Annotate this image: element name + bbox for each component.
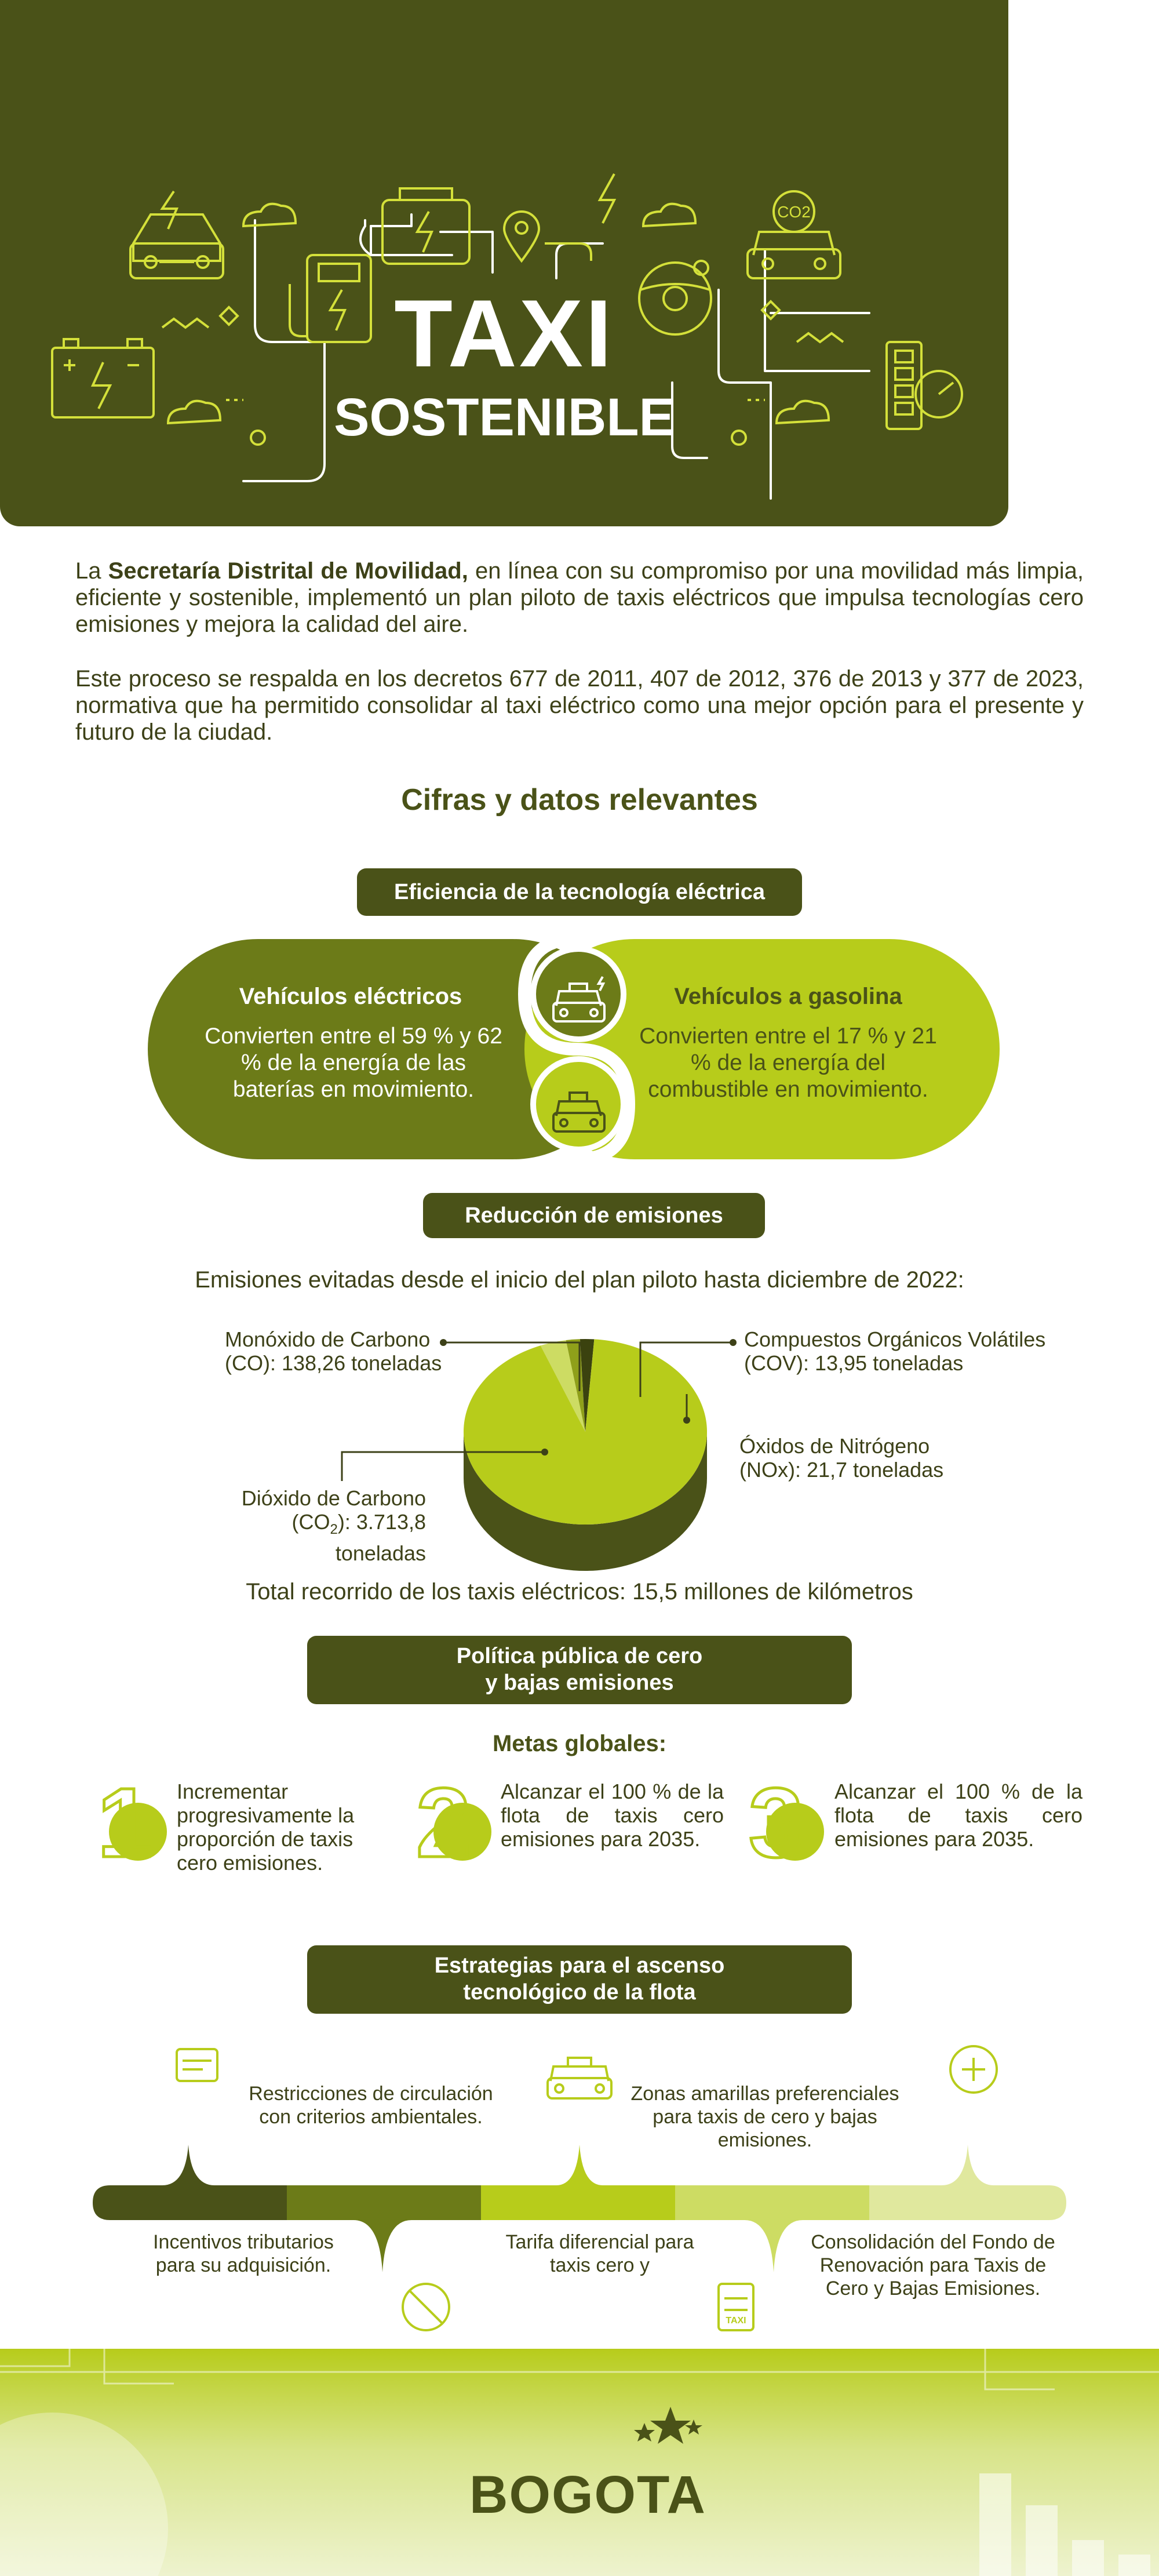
cov-label (744, 1327, 1045, 1375)
co2-label (203, 1486, 426, 1565)
footer (0, 2349, 1159, 2576)
svg-text:CO2: CO2 (777, 203, 811, 221)
electric-vehicles-text: Convierten entre el 59 % y 62 % de la energía de las baterías en movimiento. (205, 1024, 502, 1102)
intro-paragraph-2: Este proceso se respalda en los decretos 677 de 2011, 407 de 2012, 376 de 2013 y 377 de 2023, normativa que ha permitido consolidar al taxi eléctrico como una mejor opción para el presente y futuro de la ciudad. (75, 666, 1084, 745)
renewal-fund-icon (950, 2046, 997, 2093)
goal-3-text: Alcanzar el 100 % de la flota de taxis cero emisiones para 2035. (834, 1780, 1083, 1851)
co2-label-value: $(CO_2)$: 3.713,8 toneladas (291, 1510, 426, 1566)
strategy-differential-fare: Tarifa diferencial para taxis cero y (505, 2231, 694, 2276)
location-pin-icon (504, 212, 591, 261)
tax-incentive-icon (403, 2284, 449, 2330)
goal-1-number: 1 (97, 1768, 152, 1878)
bogota-star-icons (634, 2407, 702, 2444)
intro-rest: en línea con su compromiso por una movilidad más limpia, eficiente y sostenible, implementó un plan piloto de taxis eléctricos que impulsa tecnologías cero emisiones y mejora la calidad del aire. (75, 558, 1084, 637)
footer-decoration (0, 2349, 1159, 2576)
cov-label-value: (COV): 13,95 toneladas (744, 1351, 964, 1375)
lightning-icon (600, 174, 614, 223)
hero-banner (0, 0, 1008, 526)
efficiency-label: Eficiencia de la tecnología eléctrica (357, 868, 802, 916)
goal-2-number: 2 (416, 1768, 471, 1878)
intro-paragraph-1 (75, 558, 1084, 638)
policy-label-line1: Política pública de cero (456, 1644, 703, 1668)
co-label (225, 1327, 442, 1375)
section-title: Cifras y datos relevantes (401, 783, 758, 817)
strategies-label-line2: tecnológico de la flota (463, 1980, 696, 2004)
electric-car-icon (130, 191, 223, 278)
hero-illustration (0, 0, 1008, 526)
goal-2-text: Alcanzar el 100 % de la flota de taxis cero emisiones para 2035. (501, 1780, 724, 1851)
taxi-zone-icon (548, 2058, 611, 2098)
nox-label-value: (NOx): 21,7 toneladas (739, 1458, 944, 1482)
strategy-yellow-zones: Zonas amarillas preferenciales para taxis de cero y bajas emisiones. (630, 2083, 899, 2151)
restriction-car-icon (177, 2049, 217, 2081)
total-distance: Total recorrido de los taxis eléctricos: 15,5 millones de kilómetros (246, 1579, 913, 1604)
nox-label-name: Óxidos de Nitrógeno (739, 1434, 930, 1458)
hero-title-taxi: TAXI (394, 280, 614, 387)
cov-label-name: Compuestos Orgánicos Volátiles (744, 1327, 1046, 1351)
gas-vehicles-text: Convierten entre el 17 % y 21 % de la energía del combustible en movimiento. (639, 1024, 937, 1102)
emissions-label: Reducción de emisiones (423, 1193, 765, 1238)
electric-vehicles-title: Vehículos eléctricos (239, 984, 462, 1009)
co2-label-name: Dióxido de Carbono (241, 1486, 426, 1510)
goal-1-text: Incrementar progresivamente la proporción de taxis cero emisiones. (177, 1780, 355, 1875)
hero-title-sostenible: SOSTENIBLE (334, 388, 675, 447)
gas-vehicles-title: Vehículos a gasolina (674, 984, 902, 1009)
strategies-label (307, 1945, 852, 2014)
nox-label (739, 1434, 943, 1482)
svg-text:TAXI: TAXI (726, 2316, 746, 2326)
strategy-tax-incentives: Incentivos tributarios para su adquisición. (153, 2231, 334, 2276)
goal-3-number: 3 (749, 1768, 804, 1878)
intro-prefix: La (75, 558, 108, 584)
policy-label (307, 1636, 852, 1704)
goals-title: Metas globales: (492, 1731, 667, 1756)
intro-bold-entity: Secretaría Distrital de Movilidad, (108, 558, 468, 584)
bogota-logo: BOGOTA (469, 2465, 706, 2524)
policy-label-line2: y bajas emisiones (485, 1671, 674, 1695)
strategies-label-line1: Estrategias para el ascenso (434, 1953, 725, 1978)
strategy-restrictions: Restricciones de circulación con criterios ambientales. (249, 2083, 493, 2128)
co-label-value: (CO): 138,26 toneladas (225, 1351, 442, 1375)
emissions-subtitle: Emisiones evitadas desde el inicio del plan piloto hasta diciembre de 2022: (195, 1267, 964, 1293)
co-label-name: Monóxido de Carbono (225, 1327, 431, 1351)
strategy-renewal-fund: Consolidación del Fondo de Renovación para Taxis de Cero y Bajas Emisiones. (811, 2231, 1055, 2300)
